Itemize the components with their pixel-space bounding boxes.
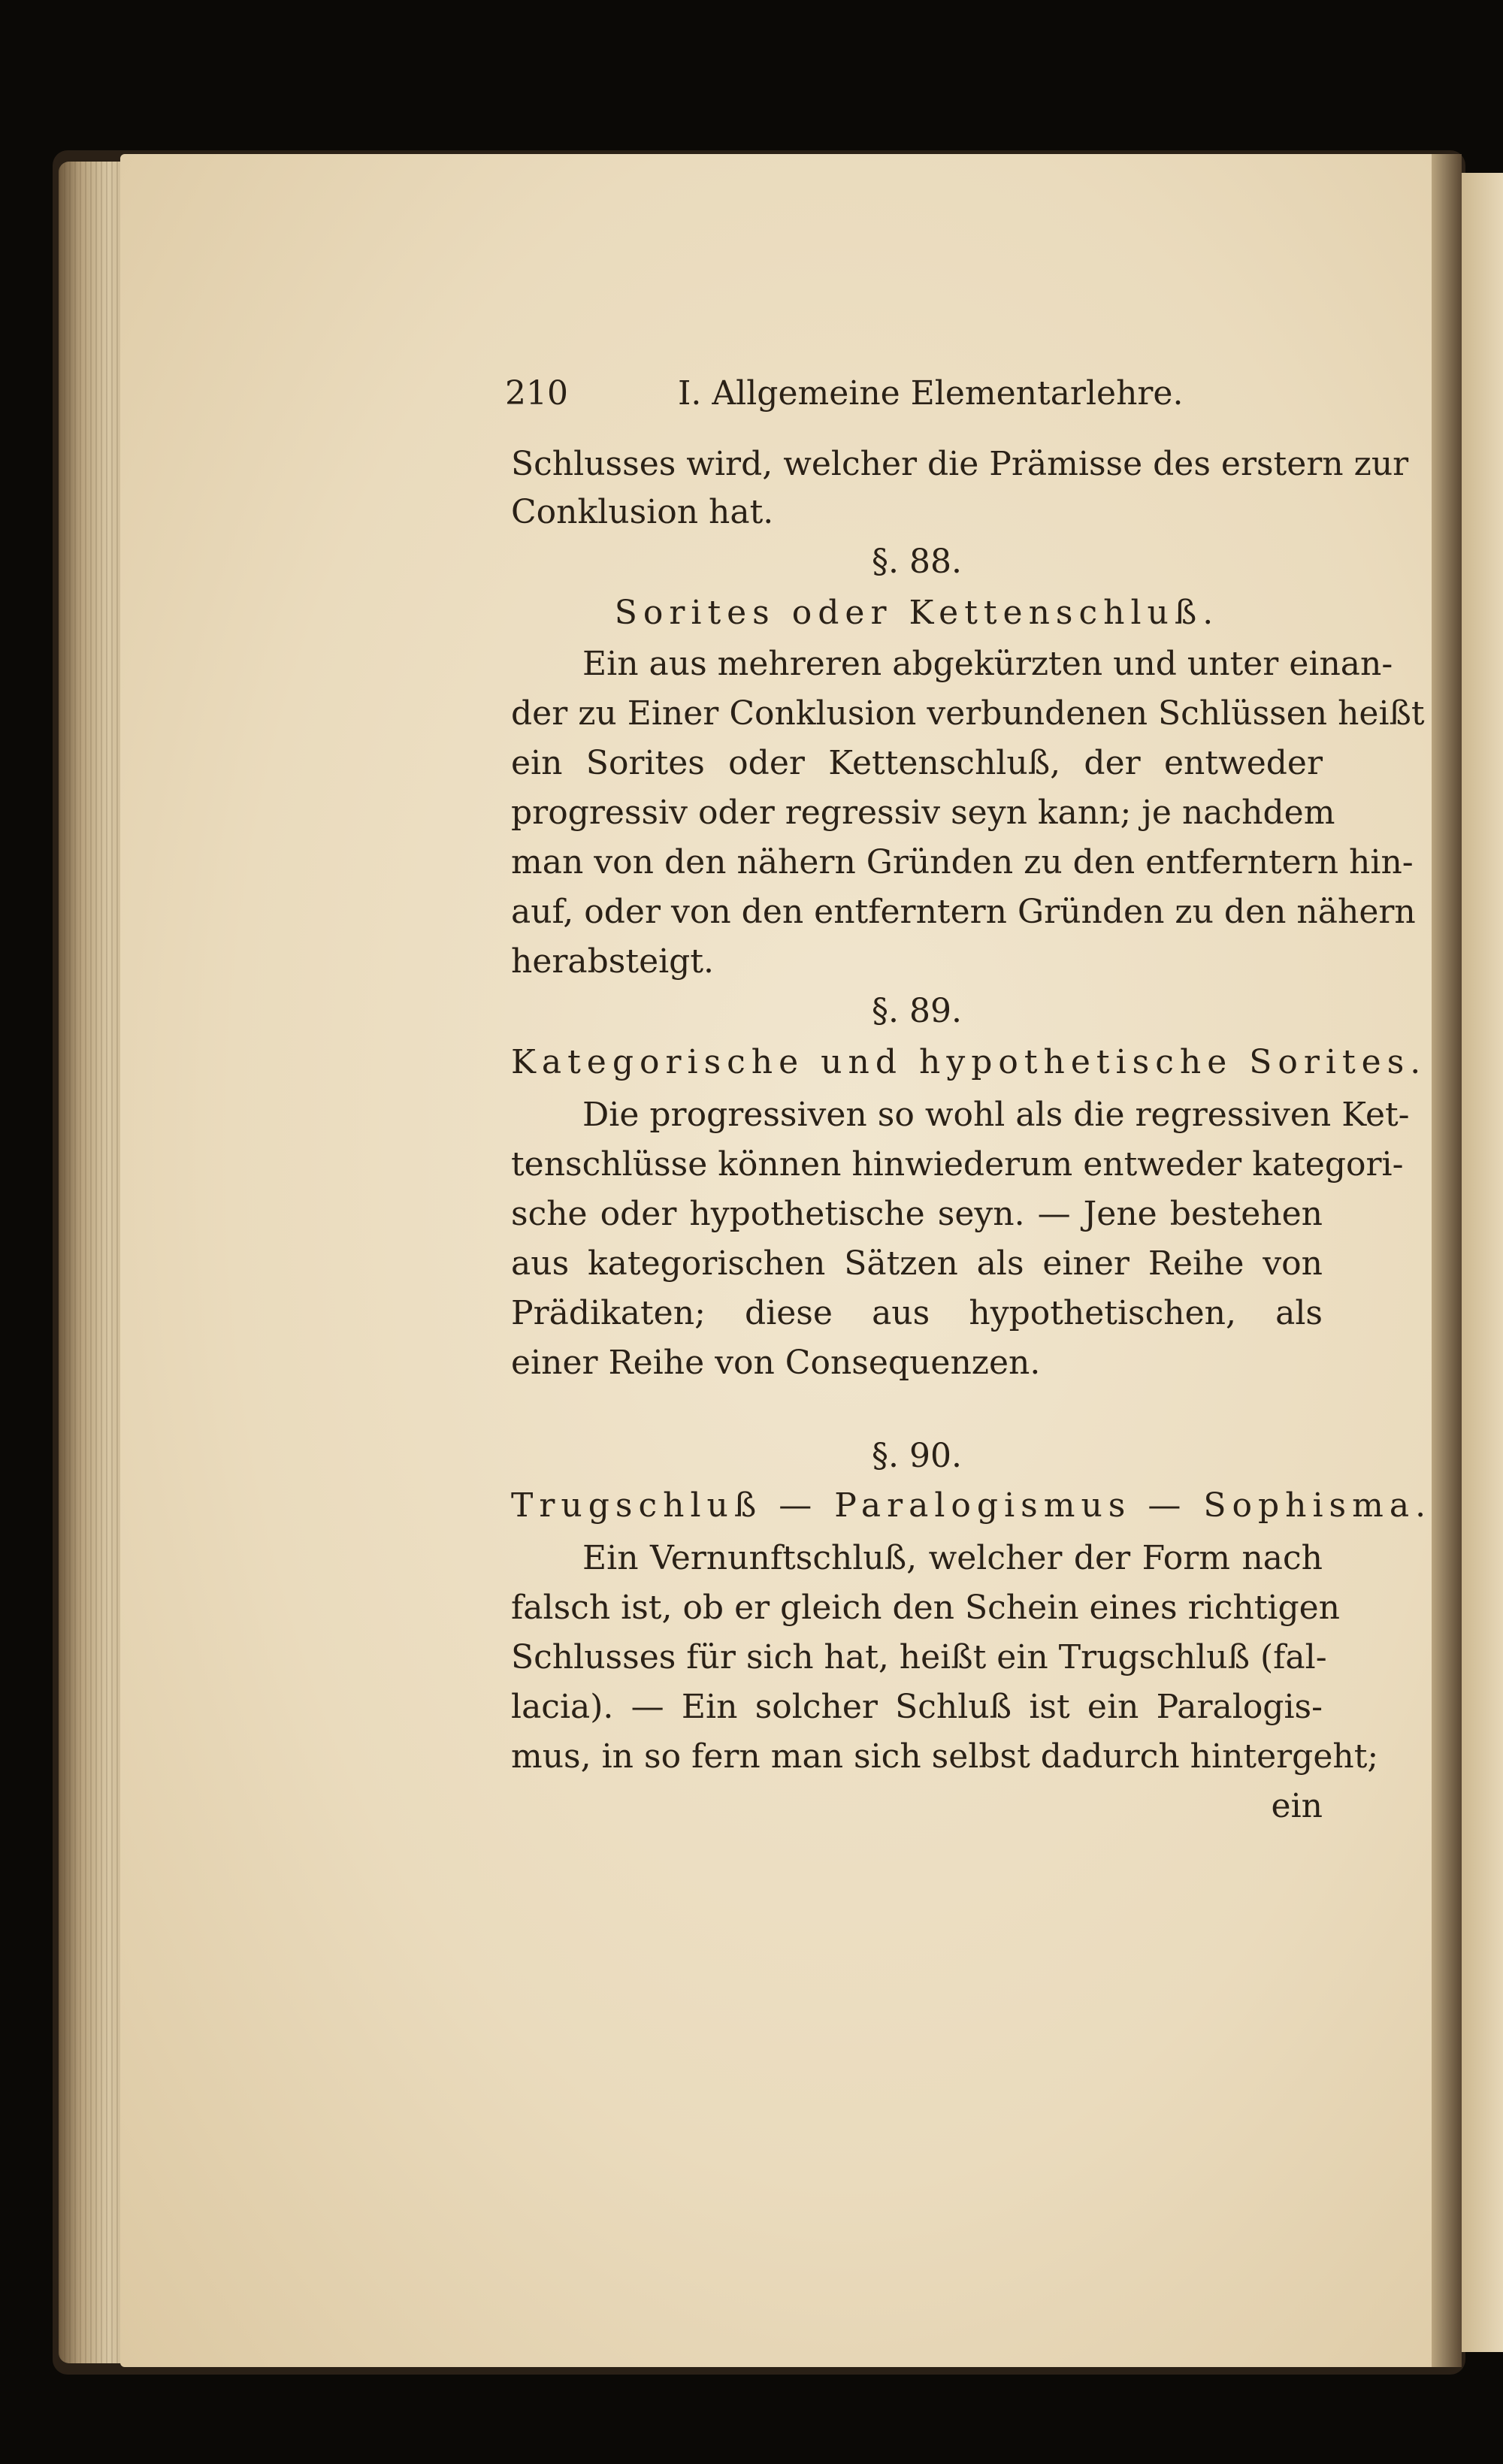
book-gutter (1432, 154, 1462, 2367)
facing-page-edge (1462, 173, 1503, 2352)
text-line: lacia). — Ein solcher Schluß ist ein Paralogis- (511, 1688, 1323, 1726)
section-number: §. 88. (872, 543, 962, 581)
text-line: herabsteigt. (511, 942, 715, 981)
text-line: mus, in so fern man sich selbst dadurch hintergeht; (511, 1737, 1379, 1776)
text-line: Die progressiven so wohl als die regressiven Ket- (582, 1096, 1410, 1134)
page-header (505, 374, 1317, 419)
text-line: man von den nähern Gründen zu den entferntern hin- (511, 843, 1414, 881)
text-line: aus kategorischen Sätzen als einer Reihe von (511, 1244, 1323, 1283)
running-head: I. Allgemeine Elementarlehre. (678, 374, 1184, 413)
text-line: der zu Einer Conklusion verbundenen Schlüssen heißt (511, 694, 1425, 733)
text-line: auf, oder von den entferntern Gründen zu den nähern (511, 893, 1416, 931)
text-line: Ein aus mehreren abgekürzten und unter einan- (582, 645, 1393, 683)
section-heading: Kategorische und hypothetische Sorites. (511, 1043, 1427, 1081)
section-number: §. 89. (872, 992, 962, 1030)
text-line: Schlusses für sich hat, heißt ein Trugschluß (fal- (511, 1638, 1327, 1676)
text-line: tenschlüsse können hinwiederum entweder kategori- (511, 1145, 1404, 1184)
text-line: Prädikaten; diese aus hypothetischen, als (511, 1294, 1323, 1332)
section-heading: Trugschluß — Paralogismus — Sophisma. (511, 1486, 1432, 1525)
section-heading: Sorites oder Kettenschluß. (614, 594, 1220, 632)
text-line: progressiv oder regressiv seyn kann; je nachdem (511, 794, 1335, 832)
text-line: Conklusion hat. (511, 493, 774, 531)
text-line: falsch ist, ob er gleich den Schein eines richtigen (511, 1589, 1340, 1627)
text-line: einer Reihe von Consequenzen. (511, 1344, 1041, 1382)
text-line: Ein Vernunftschluß, welcher der Form nach (582, 1539, 1323, 1577)
text-line: sche oder hypothetische seyn. — Jene bestehen (511, 1195, 1323, 1233)
text-line: ein Sorites oder Kettenschluß, der entweder (511, 744, 1323, 782)
text-line: Schlusses wird, welcher die Prämisse des erstern zur (511, 445, 1409, 483)
section-number: §. 90. (872, 1437, 962, 1475)
catchword: ein (1271, 1787, 1323, 1825)
page-number: 210 (505, 374, 568, 413)
